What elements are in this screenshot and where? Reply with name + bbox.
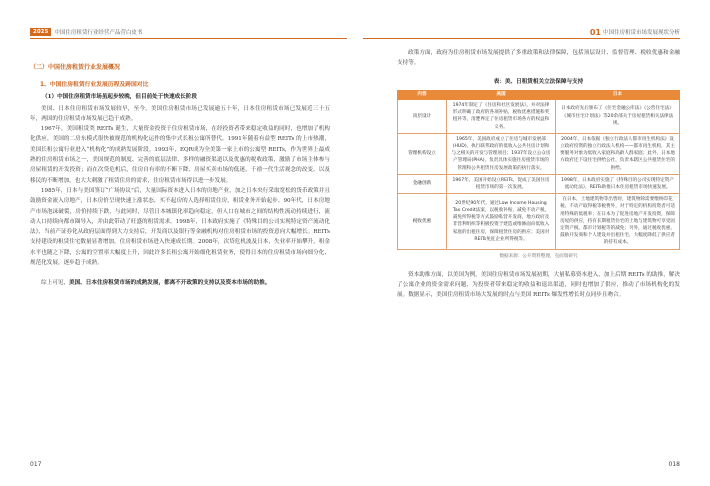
row-category: 金融创新 — [398, 174, 447, 193]
row-category: 税收优惠 — [398, 194, 447, 249]
intro-paragraph: 政策方面，政府为住房租赁市场发展提供了多重政策和法律保障，包括顶层设计、监督管理、税收优惠和金融支持等。 — [397, 50, 680, 67]
summary-paragraph — [30, 278, 330, 288]
row-category: 顶层设计 — [398, 99, 447, 133]
table-caption: 表：美、日租赁相关立法保障与支持 — [493, 78, 584, 85]
right-header-rule — [363, 38, 680, 39]
table-row — [398, 174, 680, 193]
summary-bold: 美国、日本住房租赁市场的成熟发展，都离不开政策的支持以及资本市场的助推。 — [68, 280, 271, 287]
subsub-title: （1）中国住房租赁市场虽起步较晚，但目前处于快速成长阶段 — [42, 94, 197, 101]
row-jp: 2004年，日本依据《独立行政法人都市再生机构法》设立政府投资的独立行政法人机构——都市再生机构，其主要服务对象为低收入家庭和高龄人群家庭；此外，日本地方政府还下设住宅供给公社，负责本辖区公共租赁住宅的供给。 — [556, 133, 680, 174]
left-header-rule — [30, 38, 347, 39]
table-row — [398, 194, 680, 249]
row-us: 20世纪90年代，通过Low Income Housing Tax Credit法案，以税收补贴，减免不动产税、减免所得税等方式鼓励私营开发商，地方政府及非营利组织等积极投资于建造或维修面向低收入家庭的出租住房，保障租赁住房的供应；美国对REITs免征企业所得税等。 — [447, 194, 556, 249]
row-jp: 日本政府先后颁布了《住宅金融公库法》《公营住宅法》《城市住宅计划法》等20余部关于房屋租赁相关法律法规。 — [556, 99, 680, 133]
header-category: 内容 — [398, 90, 447, 99]
row-jp: 在日本，土地建筑物等出售时，建筑物除需要缴纳印花税、不动产取得税等税费外，对于特定的机构投资者可适用特殊的低税率；在日本为了促进房地产开发投资，保障房屋的供应，持有长期租赁住宅的土地与建筑物可享受固定资产税、都市计划税等的减免；另外，通过税收优惠，鼓励开发商和个人建设并出租住宅，大幅度降低了供应者的持有成本。 — [556, 194, 680, 249]
right-header — [590, 27, 680, 37]
left-header — [30, 27, 142, 37]
paragraph-1: 美国、日本住房租赁市场发展较早，至今，美国住房租赁市场已发展逾五十年，日本住房租赁市场已发展近三十五年，两国的住房租赁市场发展已趋于成熟。 — [30, 105, 330, 122]
header-us: 美国 — [447, 90, 556, 99]
paragraph-2: 1967年，美国租赁类 REITs 诞生，大量资金投资于住房租赁市场，在经投资者带来稳定收益的同时，也增加了机构化供应，美国的二房东模式很快被规范的机构化运作的集中式长租公寓所替代。1991年随着有益型 REITs 的上市热潮，美国长租公寓行业进入“机构化”的成熟发展阶段。1993年，EQR成为全美第一家上市的公寓型 REITs，作为世界上最成熟的住房租赁市场之一，美国规范的制度、完善的底层法律、多样的融资渠道以及优惠的税收政策，激励了市场主体参与房屋租赁的开发投资；而在次贷危机后，住房自有率的不断下降、房屋买卖市场的低迷，千禧一代生活观念的改变、以及移民的不断增加，也大大刺激了租赁住房的需求，住房租赁市场得以进一步发展。 — [30, 126, 330, 184]
policy-comparison-table — [397, 90, 680, 250]
subsection-title: 1、中国住房租赁行业发展历程及跨国对比 — [40, 82, 149, 88]
left-page-number: 017 — [30, 461, 42, 468]
left-header-title: 中国住房租赁行业经营产品营白皮书 — [54, 30, 143, 36]
table-header-row — [398, 90, 680, 99]
right-page-number: 018 — [668, 461, 680, 468]
right-page — [355, 0, 710, 486]
summary-lead: 综上可见， — [41, 280, 69, 287]
table-row — [398, 133, 680, 174]
year-badge: 2025 — [30, 28, 51, 36]
section-title: （二）中国住房租赁行业发展概况 — [30, 64, 121, 71]
left-content — [30, 62, 330, 289]
header-jp: 日本 — [556, 90, 680, 99]
row-us: 1974年制定了《住房和社区发展法》，并对法律形式明确了政府的各项补贴，税收优惠措施和奖租补等，清楚界定了住房租赁市场各方的权益和义务。 — [447, 99, 556, 133]
table-row — [398, 99, 680, 133]
right-header-title: 中国住房租赁市场发展现状分析 — [602, 30, 680, 36]
section-number: 01 — [589, 27, 601, 37]
row-category: 管理机构设立 — [398, 133, 447, 174]
row-jp: 1998年，日本政府实施了《特殊目的公司实现特定资产流动化法》，REITs助推日本住房租赁市场快速发展。 — [556, 174, 680, 193]
row-us: 1967年，美国开始设立REITs，促成了美国住房租赁市场的第一次发展。 — [447, 174, 556, 193]
right-content — [397, 48, 680, 301]
row-us: 1965年，美国政府成立了住房与城市发展部(HUD)，执行联邦政府的低收入公共住房计划和与之相关的开发与管理项目；1937年设立公众房产管理局(PHA)，负责具体实施住房租赁市场的管理和公共租赁住房发展政策的执行落实。 — [447, 133, 556, 174]
closing-paragraph: 资本助推方面，以美国为例，美国住房租赁市场发展初期，大量私募资本进入，加上后期 REITs 的助推，解决了公寓企业的资金需求问题，为投资者带来稳定的收益和退出渠道，同时也增加了供应，推动了市场机构化的发展。数据显示，美国住房租赁市场大发展的时点与美国 REITs 爆发性增长时点同步且吻合。 — [397, 271, 680, 299]
table-source: 数据来源：公开资料整理，克而瑞研究 — [499, 253, 578, 259]
paragraph-3: 1985年，日本与美国签订“广场协议”后，大量国际资本进入日本的房地产业，加之日本央行采取宽松的货币政策并且鼓励资金流入房地产，日本房价呈现快速上涨状态，买不起房的人选择租赁住房，租赁业务开始起步。90年代，日本房地产市场泡沫破裂，房价持续下跌，与此同时，尽管日本城镇化率趋向稳定，但人口在城市之间的结构性流动持续进行，流动人口持续向都市圈导入，并由此带动了旺盛的租赁需求。1998年，日本政府实施了《特殊目的公司实现特定资产流动化法》，当前产证券化从政府层面得到大力支持后，开发商以及银行等金融机构对住房租赁市场的投资意向大幅增长。REITs 支持建设的租赁住宅数量显著增加，住房租赁市场进入快速成长期。2008年，次贷危机波及日本，失业率开始攀升，租金水平也随之下降，公寓的空置率大幅度上升，因此许多长租公寓开始细化租赁业务，使得日本的住房租赁市场向细分化、规范化发展，逐步趋于成熟。 — [30, 187, 330, 267]
